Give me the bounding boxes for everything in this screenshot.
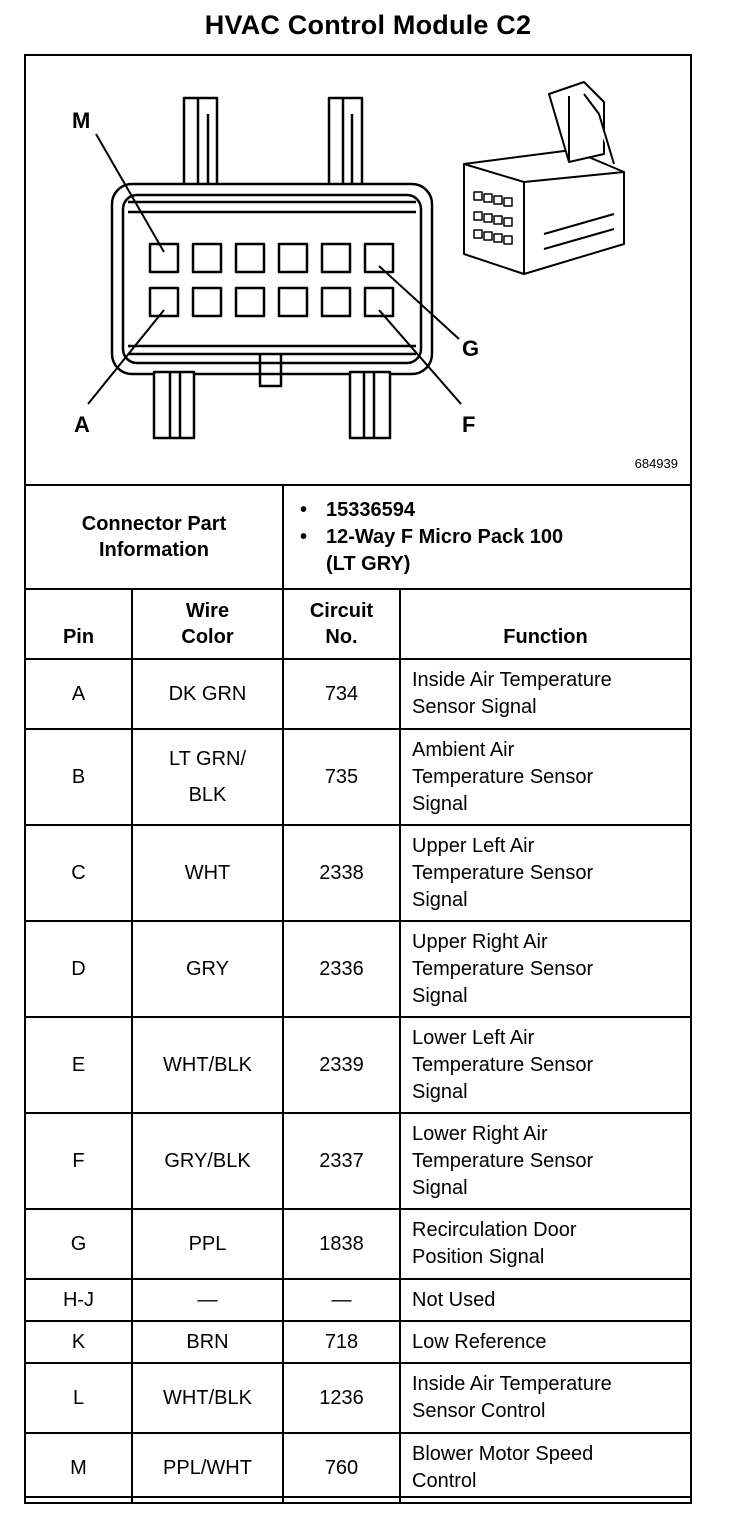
function-cell: Ambient Air Temperature Sensor Signal	[400, 729, 691, 825]
pin-cell: G	[25, 1209, 132, 1279]
wire-color-cell: WHT/BLK	[132, 1017, 283, 1113]
connector-description: • 12-Way F Micro Pack 100	[300, 525, 564, 548]
pinout-rows	[25, 659, 691, 1503]
figure-id: 684939	[634, 456, 678, 471]
table-row	[25, 659, 691, 729]
pinout-table	[24, 588, 692, 1504]
header-function: Function	[400, 589, 691, 659]
table-row	[25, 1433, 691, 1503]
pin-cell: K	[25, 1321, 132, 1363]
wire-color-cell: LT GRN/ BLK	[132, 729, 283, 825]
wire-color-cell: GRY/BLK	[132, 1113, 283, 1209]
connector-diagram	[24, 54, 692, 484]
pin-cell: B	[25, 729, 132, 825]
function-cell: Lower Left Air Temperature Sensor Signal	[400, 1017, 691, 1113]
circuit-cell: 2337	[283, 1113, 400, 1209]
table-row	[25, 1321, 691, 1363]
page-title: HVAC Control Module C2	[204, 10, 532, 40]
table-row	[25, 825, 691, 921]
pin-cell: E	[25, 1017, 132, 1113]
pin-label-f: F	[462, 412, 476, 437]
table-row	[25, 1017, 691, 1113]
table-row	[25, 1113, 691, 1209]
circuit-cell: 734	[283, 659, 400, 729]
function-cell: Low Reference	[400, 1321, 691, 1363]
pin-label-g: G	[462, 336, 480, 361]
wire-color-cell: DK GRN	[132, 659, 283, 729]
function-cell: Lower Right Air Temperature Sensor Signal	[400, 1113, 691, 1209]
table-row	[25, 921, 691, 1017]
circuit-cell: 2336	[283, 921, 400, 1017]
pin-cell: F	[25, 1113, 132, 1209]
connector-info-values: • 15336594 • 12-Way F Micro Pack 100 (LT GRY)	[283, 485, 691, 589]
pin-label-a: A	[74, 412, 90, 437]
table-row	[25, 1209, 691, 1279]
wire-color-cell: GRY	[132, 921, 283, 1017]
circuit-cell: 2338	[283, 825, 400, 921]
circuit-cell: 2339	[283, 1017, 400, 1113]
function-cell: Blower Motor Speed Control	[400, 1433, 691, 1503]
circuit-cell: 760	[283, 1433, 400, 1503]
right-latch	[329, 98, 362, 193]
wire-color-cell: BRN	[132, 1321, 283, 1363]
function-cell: Inside Air Temperature Sensor Signal	[400, 659, 691, 729]
circuit-cell: 735	[283, 729, 400, 825]
bottom-legs	[154, 372, 390, 438]
connector-info-table	[24, 484, 692, 590]
pin-cell: A	[25, 659, 132, 729]
pin-cell: C	[25, 825, 132, 921]
pin-cell: L	[25, 1363, 132, 1433]
table-row	[25, 729, 691, 825]
function-cell: Upper Left Air Temperature Sensor Signal	[400, 825, 691, 921]
left-latch	[184, 98, 217, 193]
pin-label-m: M	[72, 108, 91, 133]
circuit-cell: —	[283, 1279, 400, 1321]
wire-color-cell: —	[132, 1279, 283, 1321]
wire-color-cell: PPL/WHT	[132, 1433, 283, 1503]
table-row	[25, 1363, 691, 1433]
circuit-cell: 1236	[283, 1363, 400, 1433]
wire-color-cell: WHT/BLK	[132, 1363, 283, 1433]
function-cell: Recirculation Door Position Signal	[400, 1209, 691, 1279]
connector-perspective-view	[464, 82, 624, 274]
table-row	[25, 1279, 691, 1321]
function-cell: Not Used	[400, 1279, 691, 1321]
connector-info-label: Connector Part Information	[25, 485, 283, 589]
header-wire-color: Wire Color	[132, 589, 283, 659]
part-number: • 15336594	[300, 498, 415, 521]
pin-cell: M	[25, 1433, 132, 1503]
pin-cell: D	[25, 921, 132, 1017]
header-pin: Pin	[25, 589, 132, 659]
circuit-cell: 718	[283, 1321, 400, 1363]
wire-color-cell: WHT	[132, 825, 283, 921]
function-cell: Upper Right Air Temperature Sensor Signal	[400, 921, 691, 1017]
circuit-cell: 1838	[283, 1209, 400, 1279]
header-circuit: Circuit No.	[283, 589, 400, 659]
wire-color-cell: PPL	[132, 1209, 283, 1279]
pin-cell: H-J	[25, 1279, 132, 1321]
function-cell: Inside Air Temperature Sensor Control	[400, 1363, 691, 1433]
